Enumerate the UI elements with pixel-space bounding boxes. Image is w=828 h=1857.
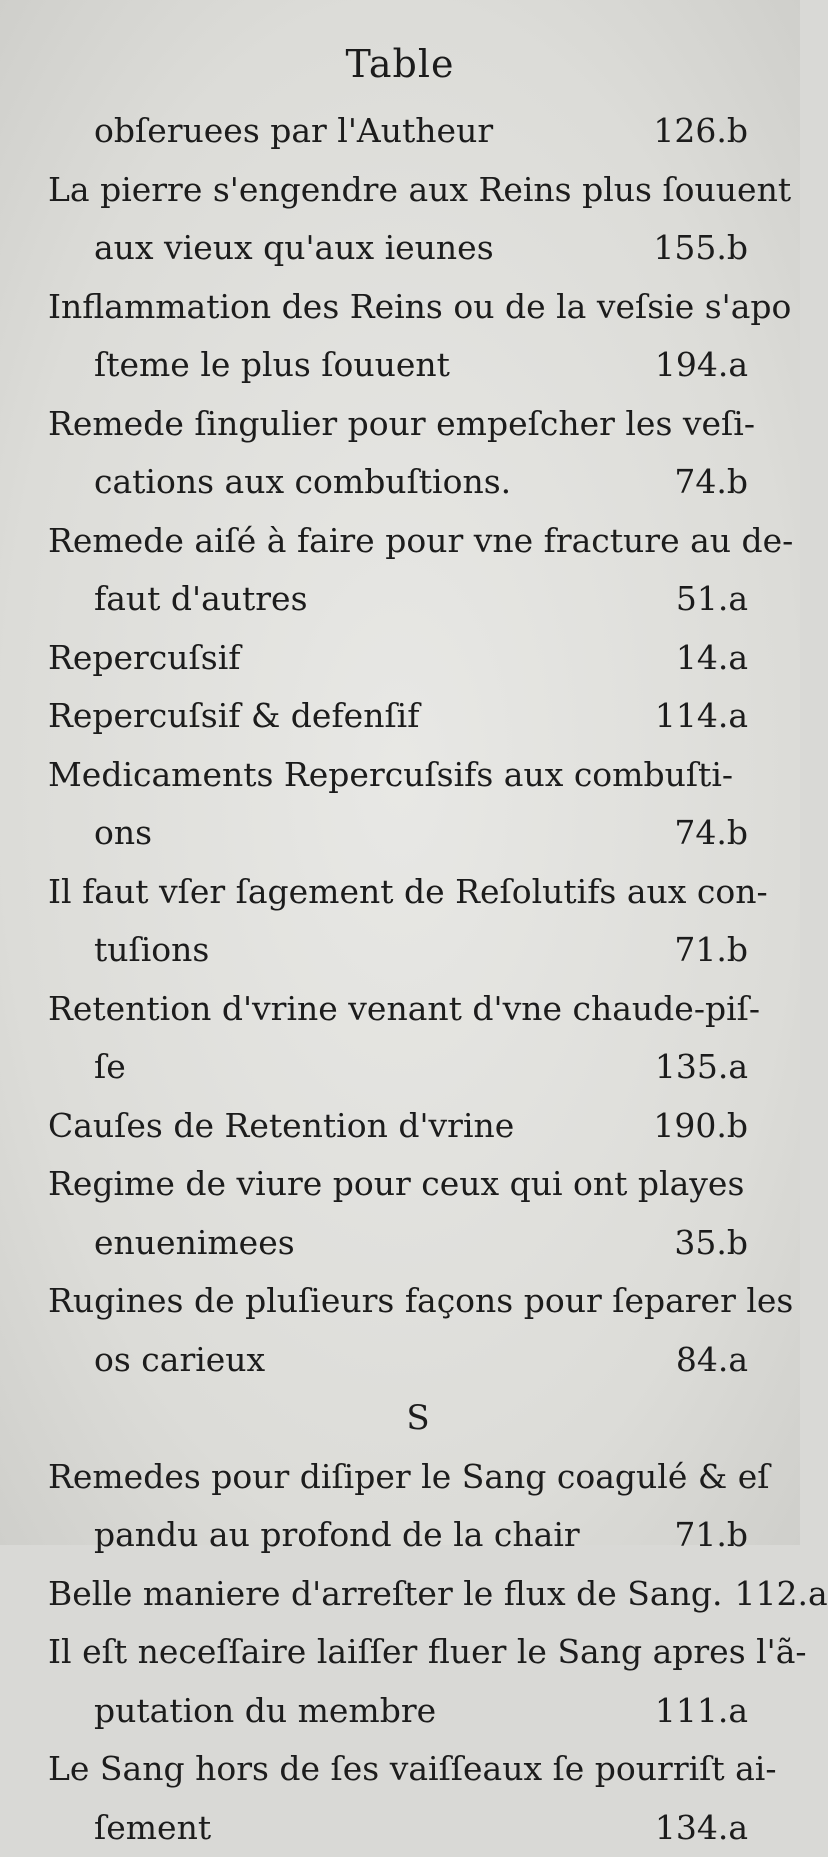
index-line [48, 746, 748, 805]
index-entry [48, 863, 748, 980]
index-line [48, 687, 748, 746]
index-line [48, 1623, 748, 1682]
index-entry [48, 1097, 748, 1156]
page-reference: 71.b [662, 1506, 748, 1565]
entry-text: Il eſt neceſſaire laiſſer fluer le Sang apres l'ã- [48, 1623, 807, 1682]
index-entry [48, 395, 748, 512]
index-entry [48, 1272, 748, 1389]
entry-text: ſement [94, 1799, 643, 1857]
index-entry [48, 1448, 748, 1565]
entry-text: Remede aiſé à faire pour vne fracture au de- [48, 512, 793, 571]
index-line [48, 512, 748, 571]
index-line [48, 1448, 748, 1507]
entry-text: putation du membre [94, 1682, 643, 1741]
page-reference: 51.a [664, 570, 748, 629]
index-entry [48, 980, 748, 1097]
index-line [48, 863, 748, 922]
entry-text: Remedes pour diſiper le Sang coagulé & eſ [48, 1448, 769, 1507]
index-line [48, 336, 748, 395]
page-reference: 134.a [643, 1799, 748, 1857]
section-letter: S [48, 1389, 748, 1448]
index-entry [48, 1565, 748, 1624]
entry-text: ſe [94, 1038, 643, 1097]
entry-text: Cauſes de Retention d'vrine [48, 1097, 641, 1156]
entry-text: cations aux combuſtions. [94, 453, 662, 512]
entry-text: Inflammation des Reins ou de la veſsie s'apo [48, 278, 791, 337]
entry-text: Le Sang hors de ſes vaiſſeaux ſe pourriſt ai- [48, 1740, 777, 1799]
entry-text: os carieux [94, 1331, 664, 1390]
entry-text: Rugines de pluſieurs façons pour ſeparer les [48, 1272, 793, 1331]
entry-text: ſteme le plus ſouuent [94, 336, 643, 395]
index-line [48, 278, 748, 337]
index-line [48, 1506, 748, 1565]
index-line [48, 219, 748, 278]
index-entry [48, 161, 748, 278]
index-line [48, 1038, 748, 1097]
index-entry [48, 746, 748, 863]
entry-text: pandu au profond de la chair [94, 1506, 662, 1565]
entry-text: enuenimees [94, 1214, 662, 1273]
index-line [48, 629, 748, 688]
index-line [48, 1272, 748, 1331]
entry-text: faut d'autres [94, 570, 664, 629]
entry-text: Medicaments Repercuſsifs aux combuſti- [48, 746, 736, 805]
index-entry [48, 1623, 748, 1740]
index-entries-r [48, 102, 748, 1389]
entry-text: La pierre s'engendre aux Reins plus ſouuent [48, 161, 791, 220]
index-entry [48, 1740, 748, 1857]
page-reference: 84.a [664, 1331, 748, 1390]
index-line [48, 102, 748, 161]
page-reference: 155.b [641, 219, 748, 278]
index-line [48, 1799, 748, 1857]
index-line [48, 1565, 748, 1624]
entry-text: Belle maniere d'arreſter le flux de Sang. [48, 1565, 722, 1624]
index-line [48, 1214, 748, 1273]
entry-text: aux vieux qu'aux ieunes [94, 219, 641, 278]
index-line [48, 1682, 748, 1741]
entry-text: ons [94, 804, 662, 863]
index-line [48, 395, 748, 454]
index-entry [48, 102, 748, 161]
index-line [48, 804, 748, 863]
page-reference: 135.a [643, 1038, 748, 1097]
index-line [48, 453, 748, 512]
index-entries-s [48, 1448, 748, 1857]
index-line [48, 161, 748, 220]
index-entry [48, 1155, 748, 1272]
page-reference: 111.a [643, 1682, 748, 1741]
index-line [48, 921, 748, 980]
entry-text: Repercuſsif [48, 629, 664, 688]
index-line [48, 1097, 748, 1156]
entry-text: tuſions [94, 921, 662, 980]
page-reference: 190.b [641, 1097, 748, 1156]
index-list [48, 102, 748, 1857]
index-line [48, 1331, 748, 1390]
index-line [48, 1155, 748, 1214]
entry-text: Remede ſingulier pour empeſcher les veſi- [48, 395, 755, 454]
entry-text: obſeruees par l'Autheur [94, 102, 641, 161]
index-line [48, 980, 748, 1039]
index-entry [48, 512, 748, 629]
page-reference: 74.b [662, 453, 748, 512]
index-entry [48, 687, 748, 746]
page-reference: 112.a [722, 1565, 827, 1624]
index-entry [48, 629, 748, 688]
entry-text: Repercuſsif & defenſif [48, 687, 643, 746]
index-line [48, 570, 748, 629]
page-reference: 14.a [664, 629, 748, 688]
page-reference: 71.b [662, 921, 748, 980]
index-line [48, 1740, 748, 1799]
page-reference: 74.b [662, 804, 748, 863]
entry-text: Regime de viure pour ceux qui ont playes [48, 1155, 744, 1214]
index-entry [48, 278, 748, 395]
page-reference: 126.b [641, 102, 748, 161]
entry-text: Retention d'vrine venant d'vne chaude-piſ- [48, 980, 760, 1039]
page-reference: 35.b [662, 1214, 748, 1273]
page-reference: 114.a [643, 687, 748, 746]
page-header-title: Table [0, 42, 800, 86]
page-reference: 194.a [643, 336, 748, 395]
entry-text: Il faut vſer ſagement de Reſolutifs aux con- [48, 863, 768, 922]
